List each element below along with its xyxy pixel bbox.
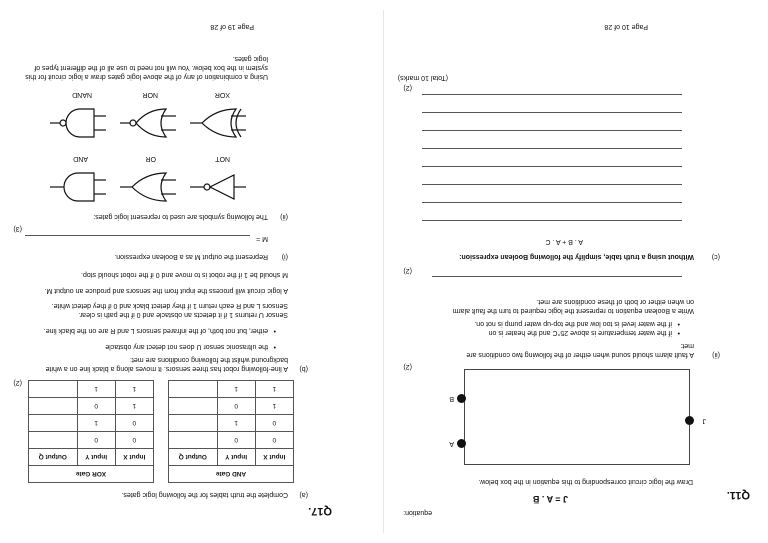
working-line-6[interactable]	[422, 130, 682, 131]
bullet: •	[273, 343, 276, 350]
bullet: •	[273, 327, 276, 334]
process-line-2: M should be 1 if the robot is to move and 0 if the robot should stop.	[80, 271, 288, 278]
answer-cell[interactable]	[29, 398, 78, 415]
question-number: Q17.	[308, 505, 332, 517]
output-j-terminal	[685, 416, 694, 425]
m-prompt: M =	[256, 235, 268, 242]
marks-a: (2)	[13, 379, 22, 386]
bullet-1: the ultrasonic sensor U does not detect any obstacle	[105, 343, 268, 350]
page-divider	[383, 10, 384, 533]
working-line-5[interactable]	[422, 148, 682, 149]
table-row	[29, 432, 154, 449]
table-cell: 0	[255, 432, 293, 449]
working-line-3[interactable]	[422, 184, 682, 185]
equation-intro: equation:	[403, 509, 432, 516]
gate-label-nor: NOR	[142, 91, 158, 98]
and-truth-table	[168, 380, 294, 483]
table-header: Input Y	[77, 449, 115, 466]
final-line-2: system in the box below. You will not need to use all of the different types of	[34, 64, 268, 71]
part-a-label: (a)	[299, 491, 308, 498]
total-marks: (Total 10 marks)	[397, 74, 448, 81]
table-cell: 0	[77, 398, 115, 415]
and-gate-icon	[48, 165, 108, 209]
marks-c: (2)	[403, 84, 412, 91]
part-b-label: (b)	[299, 365, 308, 372]
working-line-7[interactable]	[422, 112, 682, 113]
question-number: Q11.	[726, 489, 750, 501]
part-b-line-2: met:	[680, 342, 694, 349]
or-gate-icon	[118, 165, 178, 209]
table-cell: 1	[217, 381, 255, 398]
part-a-text: Complete the truth tables for the following logic gates.	[121, 491, 288, 498]
gate-label-not: NOT	[215, 155, 230, 162]
table-cell: 1	[255, 381, 293, 398]
marks-i: (3)	[13, 225, 22, 232]
not-gate-icon	[188, 165, 248, 209]
answer-cell[interactable]	[29, 415, 78, 432]
part-ii-label: (ii)	[280, 213, 288, 220]
nand-gate-icon	[48, 101, 108, 145]
marks-2: (2)	[403, 267, 412, 274]
working-line-1[interactable]	[422, 220, 682, 221]
answer-line[interactable]	[432, 276, 682, 277]
equation-text: J = A . B̅	[532, 494, 568, 504]
answer-cell[interactable]	[169, 381, 218, 398]
part-c-text: Without using a truth table, simplify the following Boolean expression:	[459, 253, 694, 260]
table-header: Input X	[255, 449, 293, 466]
table-cell: 1	[217, 415, 255, 432]
gate-label-nand: NAND	[72, 91, 92, 98]
final-line-3: logic gates.	[232, 55, 268, 62]
condition-2: if the water level is too low and the top-up water pump is not on.	[474, 320, 672, 327]
working-line-2[interactable]	[422, 202, 682, 203]
xor-gate-icon	[188, 101, 248, 145]
part-b-line-2: background whilst the following conditions are met:	[130, 356, 288, 363]
table-header: Input X	[115, 449, 153, 466]
part-b-line-1: A line-following robot has three sensors. It moves along a black line on a white	[45, 365, 288, 372]
sensor-line-1: Sensor U returns 1 if it detects an obstacle and 0 if the path is clear.	[78, 311, 288, 318]
final-line-1: Using a combination of any of the above logic gates draw a logic circuit for this	[25, 73, 268, 80]
part-b-number: (ii)	[712, 351, 720, 358]
m-answer-line[interactable]	[25, 235, 250, 236]
table-header: Output Q	[29, 449, 78, 466]
marks-2: (2)	[403, 363, 412, 370]
table-row	[169, 381, 294, 398]
sensor-line-2: Sensors L and R each return 1 if they detect black and 0 if they detect white.	[51, 302, 288, 309]
table-cell: 1	[115, 398, 153, 415]
output-j-label: J	[702, 417, 706, 424]
part-b-instruction-2: on when either or both of these conditions are met.	[536, 298, 694, 305]
answer-cell[interactable]	[29, 381, 78, 398]
table-cell: 1	[77, 415, 115, 432]
input-a-terminal	[457, 439, 466, 448]
answer-cell[interactable]	[169, 432, 218, 449]
table-cell: 0	[217, 432, 255, 449]
part-c-expression: A . B + A . C	[545, 238, 583, 245]
table-header: Output Q	[169, 449, 218, 466]
table-cell: 0	[217, 398, 255, 415]
input-a-label: A	[449, 440, 454, 447]
table-cell: 0	[115, 415, 153, 432]
answer-cell[interactable]	[169, 415, 218, 432]
part-i-text: Represent the output M as a Boolean expression.	[114, 253, 268, 260]
part-ii-text: The following symbols are used to represent logic gates:	[93, 213, 268, 220]
answer-box-circuit[interactable]	[464, 369, 690, 465]
condition-bullet: •	[677, 329, 680, 336]
table-row	[29, 398, 154, 415]
nor-gate-icon	[118, 101, 178, 145]
and-table-title: AND Gate	[169, 466, 294, 483]
table-cell: 1	[77, 381, 115, 398]
process-line-1: A logic circuit will process the input from the sensors and produce an output M.	[44, 287, 288, 294]
page-number: Page 19 of 28	[210, 23, 254, 30]
part-c-label: (c)	[711, 253, 720, 260]
answer-cell[interactable]	[169, 398, 218, 415]
table-row	[169, 398, 294, 415]
table-row	[29, 381, 154, 398]
part-b-line-1: A fault alarm should sound when either of the following two conditions are	[466, 351, 694, 358]
table-row	[29, 415, 154, 432]
input-b-terminal	[457, 394, 466, 403]
gate-label-and: AND	[73, 155, 88, 162]
bullet-2: either, but not both, of the infrared sensors L and R are on the black line.	[43, 327, 268, 334]
working-line-8[interactable]	[422, 94, 682, 95]
answer-cell[interactable]	[29, 432, 78, 449]
part-i-label: (i)	[281, 253, 288, 260]
table-row	[169, 432, 294, 449]
working-line-4[interactable]	[422, 166, 682, 167]
table-cell: 0	[77, 432, 115, 449]
table-cell: 0	[115, 432, 153, 449]
input-b-label: B	[449, 395, 454, 402]
gate-label-or: OR	[145, 155, 156, 162]
condition-bullet: •	[677, 320, 680, 327]
table-cell: 0	[255, 415, 293, 432]
gate-label-xor: XOR	[214, 91, 230, 98]
xor-table-title: XOR Gate	[29, 466, 154, 483]
table-cell: 1	[115, 381, 153, 398]
table-header: Input Y	[217, 449, 255, 466]
page-number: Page 10 of 28	[604, 23, 648, 30]
xor-truth-table	[28, 380, 154, 483]
part-b-instruction-1: Write a Boolean equation to represent the logic required to turn the fault alarm	[452, 307, 694, 314]
table-row	[169, 415, 294, 432]
table-cell: 1	[255, 398, 293, 415]
condition-1: if the water temperature is above 25°C and the heater is on	[488, 329, 672, 336]
draw-instruction: Draw the logic circuit corresponding to this equation in the box below.	[478, 478, 693, 485]
